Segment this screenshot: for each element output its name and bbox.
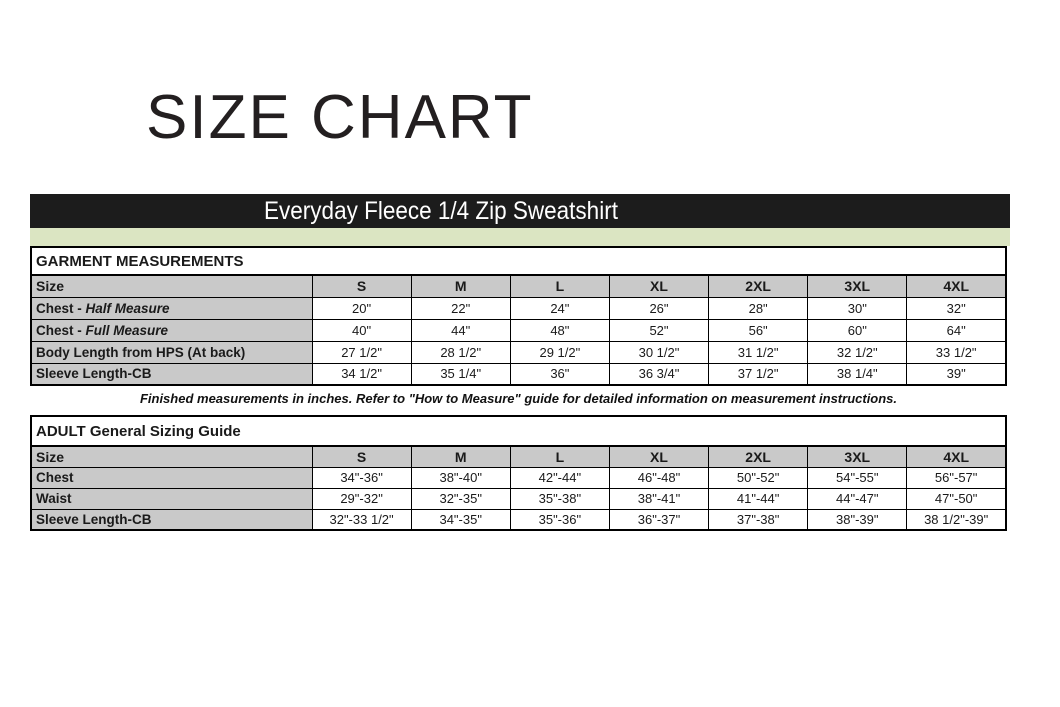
value-cell: 48" <box>510 319 609 341</box>
value-cell: 24" <box>510 297 609 319</box>
value-cell: 36" <box>510 363 609 385</box>
value-cell: 34"-35" <box>411 509 510 530</box>
value-cell: 52" <box>609 319 708 341</box>
accent-strip <box>30 228 1010 246</box>
table-row <box>31 319 1006 341</box>
garment-measurements-table <box>30 246 1007 386</box>
value-cell: 42"-44" <box>510 467 609 488</box>
row-label-italic: Full Measure <box>85 322 169 338</box>
value-cell: 20" <box>312 297 411 319</box>
value-cell: 35"-38" <box>510 488 609 509</box>
value-cell: 39" <box>907 363 1006 385</box>
value-cell: 37 1/2" <box>709 363 808 385</box>
table-row <box>31 341 1006 363</box>
size-column-header: 4XL <box>907 446 1006 467</box>
row-label-cell <box>31 488 312 509</box>
value-cell: 34"-36" <box>312 467 411 488</box>
value-cell: 26" <box>609 297 708 319</box>
table-row <box>31 363 1006 385</box>
row-label-cell <box>31 341 312 363</box>
value-cell: 34 1/2" <box>312 363 411 385</box>
row-label-cell <box>31 509 312 530</box>
row-label-cell <box>31 467 312 488</box>
size-column-header: XL <box>609 446 708 467</box>
section-title-row <box>31 416 1006 446</box>
size-column-header: XL <box>609 275 708 297</box>
size-column-header: L <box>510 446 609 467</box>
value-cell: 32" <box>907 297 1006 319</box>
value-cell: 29"-32" <box>312 488 411 509</box>
value-cell: 30" <box>808 297 907 319</box>
row-label: Body Length from HPS (At back) <box>36 344 246 360</box>
value-cell: 38"-39" <box>808 509 907 530</box>
value-cell: 44"-47" <box>808 488 907 509</box>
row-label: Chest - <box>36 322 86 338</box>
value-cell: 36 3/4" <box>609 363 708 385</box>
value-cell: 44" <box>411 319 510 341</box>
value-cell: 31 1/2" <box>709 341 808 363</box>
size-column-header: 3XL <box>808 446 907 467</box>
value-cell: 46"-48" <box>609 467 708 488</box>
measurement-note: Finished measurements in inches. Refer to "How to Measure" guide for detailed information on measurement instructions. <box>139 391 898 406</box>
value-cell: 36"-37" <box>609 509 708 530</box>
value-cell: 28 1/2" <box>411 341 510 363</box>
row-label-italic: Half Measure <box>85 300 170 316</box>
section-title: ADULT General Sizing Guide <box>31 416 1006 446</box>
row-label-cell <box>31 363 312 385</box>
value-cell: 47"-50" <box>907 488 1006 509</box>
value-cell: 60" <box>808 319 907 341</box>
size-header-label: Size <box>31 275 312 297</box>
size-header-row <box>31 275 1006 297</box>
value-cell: 38 1/2"-39" <box>907 509 1006 530</box>
value-cell: 28" <box>709 297 808 319</box>
row-label: Sleeve Length-CB <box>36 511 152 527</box>
value-cell: 41"-44" <box>709 488 808 509</box>
row-label: Chest <box>36 470 74 485</box>
row-label: Chest - <box>36 300 86 316</box>
value-cell: 29 1/2" <box>510 341 609 363</box>
value-cell: 54"-55" <box>808 467 907 488</box>
value-cell: 38 1/4" <box>808 363 907 385</box>
row-label-cell <box>31 297 312 319</box>
value-cell: 50"-52" <box>709 467 808 488</box>
section-title-row <box>31 247 1006 275</box>
product-name: Everyday Fleece 1/4 Zip Sweatshirt <box>264 197 618 225</box>
value-cell: 56" <box>709 319 808 341</box>
value-cell: 32 1/2" <box>808 341 907 363</box>
size-column-header: M <box>411 275 510 297</box>
value-cell: 37"-38" <box>709 509 808 530</box>
size-column-header: S <box>312 446 411 467</box>
value-cell: 38"-40" <box>411 467 510 488</box>
row-label: Sleeve Length-CB <box>36 366 152 382</box>
value-cell: 30 1/2" <box>609 341 708 363</box>
value-cell: 32"-35" <box>411 488 510 509</box>
table-row <box>31 297 1006 319</box>
value-cell: 64" <box>907 319 1006 341</box>
size-column-header: L <box>510 275 609 297</box>
size-column-header: S <box>312 275 411 297</box>
size-column-header: M <box>411 446 510 467</box>
value-cell: 22" <box>411 297 510 319</box>
product-banner <box>30 194 1010 228</box>
table-row <box>31 467 1006 488</box>
section-title: GARMENT MEASUREMENTS <box>31 247 1006 275</box>
value-cell: 35"-36" <box>510 509 609 530</box>
table-row <box>31 509 1006 530</box>
size-header-row <box>31 446 1006 467</box>
row-label-cell <box>31 319 312 341</box>
size-column-header: 2XL <box>709 275 808 297</box>
value-cell: 40" <box>312 319 411 341</box>
value-cell: 35 1/4" <box>411 363 510 385</box>
value-cell: 33 1/2" <box>907 341 1006 363</box>
size-column-header: 4XL <box>907 275 1006 297</box>
size-column-header: 2XL <box>709 446 808 467</box>
size-header-label: Size <box>31 446 312 467</box>
value-cell: 32"-33 1/2" <box>312 509 411 530</box>
adult-sizing-guide-table <box>30 415 1007 531</box>
value-cell: 56"-57" <box>907 467 1006 488</box>
value-cell: 27 1/2" <box>312 341 411 363</box>
page-title: SIZE CHART <box>146 83 534 152</box>
row-label: Waist <box>36 491 72 506</box>
table-row <box>31 488 1006 509</box>
size-column-header: 3XL <box>808 275 907 297</box>
value-cell: 38"-41" <box>609 488 708 509</box>
